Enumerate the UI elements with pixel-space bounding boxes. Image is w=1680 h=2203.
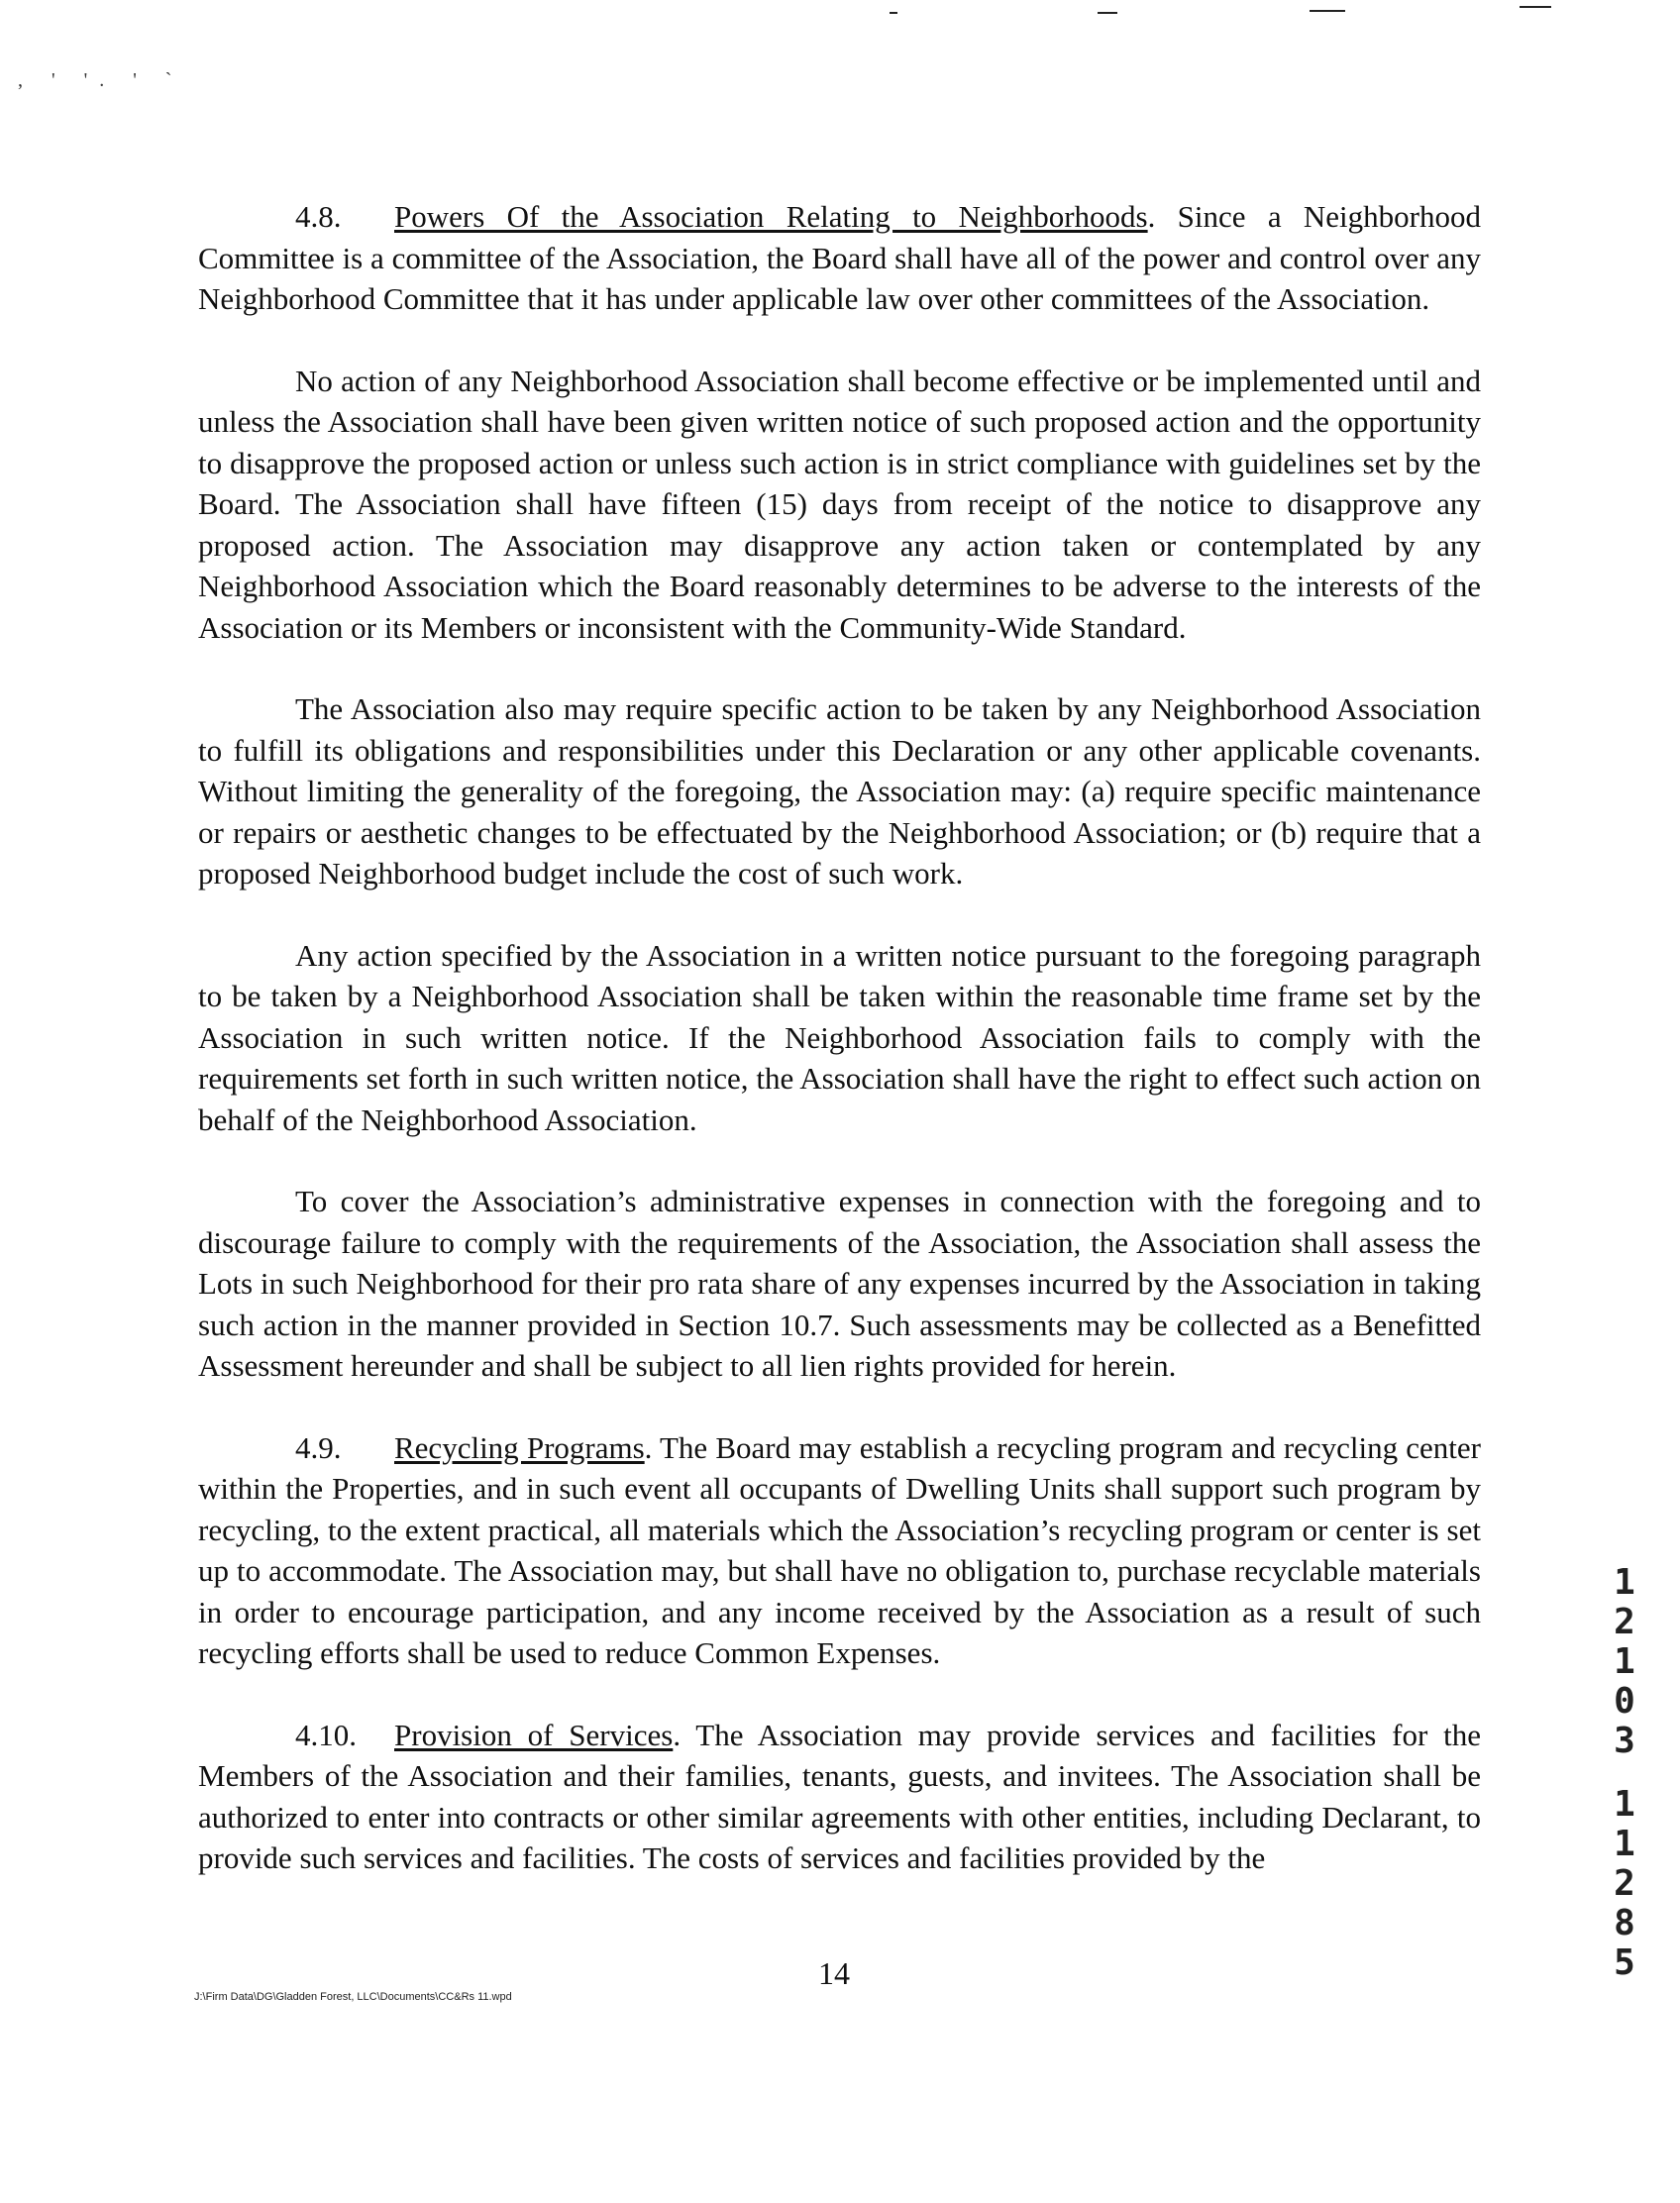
section-4-8-paragraph <box>198 196 1481 320</box>
stamp-digit: 3 <box>1614 1721 1635 1761</box>
stamp-digit: 2 <box>1614 1863 1635 1904</box>
stamp-digit: 1 <box>1614 1562 1635 1603</box>
section-number: 4.8. <box>295 199 342 234</box>
document-body <box>198 196 1481 1920</box>
scan-artifact <box>1310 10 1345 12</box>
stamp-digit: 1 <box>1614 1784 1635 1825</box>
stamp-digit: 2 <box>1614 1602 1635 1642</box>
scan-artifact <box>1098 12 1117 14</box>
stamp-digit: 0 <box>1614 1681 1635 1722</box>
section-number: 4.10. <box>295 1717 357 1752</box>
page-number: 14 <box>818 1955 850 1991</box>
stamp-digit: 1 <box>1614 1641 1635 1682</box>
scan-artifact <box>1520 6 1551 8</box>
stamp-digit: 8 <box>1614 1903 1635 1943</box>
stamp-digit: 5 <box>1614 1942 1635 1983</box>
section-number: 4.9. <box>295 1429 342 1465</box>
section-heading: Recycling Programs <box>394 1429 645 1465</box>
stamp-digit: 1 <box>1614 1824 1635 1864</box>
section-heading: Provision of Services <box>394 1717 674 1752</box>
paragraph-text: Any action specified by the Association in a written notice pursuant to the foregoing paragraph to be taken by a Neighborhood Association shall be taken within the reasonable time frame set by the Association in such written notice. If the Neighborhood Association fails to comply with the requirements set forth in such written notice, the Association shall have the right to effect such action on behalf of the Neighborhood Association. <box>198 937 1481 1137</box>
paragraph-expenses-assessment <box>198 1181 1481 1387</box>
paragraph-text: No action of any Neighborhood Association shall become effective or be implemented until and unless the Association shall have been given written notice of such proposed action and the opportunity to disapprove the proposed action or unless such action is in strict compliance with guidelines set by the Board. The Association shall have fifteen (15) days from receipt of the notice to disapprove any proposed action. The Association may disapprove any action taken or contemplated by any Neighborhood Association which the Board reasonably determines to be adverse to the interests of the Association or its Members or inconsistent with the Community-Wide Standard. <box>198 363 1481 645</box>
scan-artifact <box>890 12 897 14</box>
paragraph-text: The Association also may require specific action to be taken by any Neighborhood Association to fulfill its obligations and responsibilities under this Declaration or any other applicable covenants. Without limiting the generality of the foregoing, the Association may: (a) require specific maintenance or repairs or aesthetic changes to be effectuated by the Neighborhood Association; or (b) require that a proposed Neighborhood budget include the cost of such work. <box>198 691 1481 891</box>
footer-file-path: J:\Firm Data\DG\Gladden Forest, LLC\Documents\CC&Rs 11.wpd <box>194 1991 512 2003</box>
paragraph-text: To cover the Association’s administrative expenses in connection with the foregoing and to discourage failure to comply with the requirements of the Association, the Association shall assess the Lots in such Neighborhood for their pro rata share of any expenses incurred by the Association in taking such action in the manner provided in Section 10.7. Such assessments may be collected as a Benefitted Assessment hereunder and shall be subject to all lien rights provided for herein. <box>198 1184 1481 1383</box>
recording-number-stamp <box>1607 1563 1642 1983</box>
section-heading: Powers Of the Association Relating to Neighborhoods <box>394 199 1148 234</box>
paragraph-text: . The Association may provide services and facilities for the Members of the Association and their families, tenants, guests, and invitees. The Association shall be authorized to enter into contracts or other similar agreements with other entities, including Declarant, to provide such services and facilities. The costs of services and facilities provided by the <box>198 1717 1481 1875</box>
paragraph-text: . Since a Neighborhood Committee is a committee of the Association, the Board shall have all of the power and control over any Neighborhood Committee that it has under applicable law over other committees of the Association. <box>198 199 1481 316</box>
scan-specks: , ' '. ' ` <box>18 69 184 91</box>
paragraph-text: . The Board may establish a recycling program and recycling center within the Properties, and in such event all occupants of Dwelling Units shall support such program by recycling, to the extent practical, all materials which the Association’s recycling program or center is set up to accommodate. The Association may, but shall have no obligation to, purchase recyclable materials in order to encourage participation, and any income received by the Association as a result of such recycling efforts shall be used to reduce Common Expenses. <box>198 1429 1481 1670</box>
paragraph-specific-action <box>198 688 1481 894</box>
section-4-9-paragraph <box>198 1427 1481 1674</box>
paragraph-neighborhood-notice <box>198 361 1481 649</box>
section-4-10-paragraph <box>198 1715 1481 1879</box>
paragraph-action-timeframe <box>198 935 1481 1141</box>
